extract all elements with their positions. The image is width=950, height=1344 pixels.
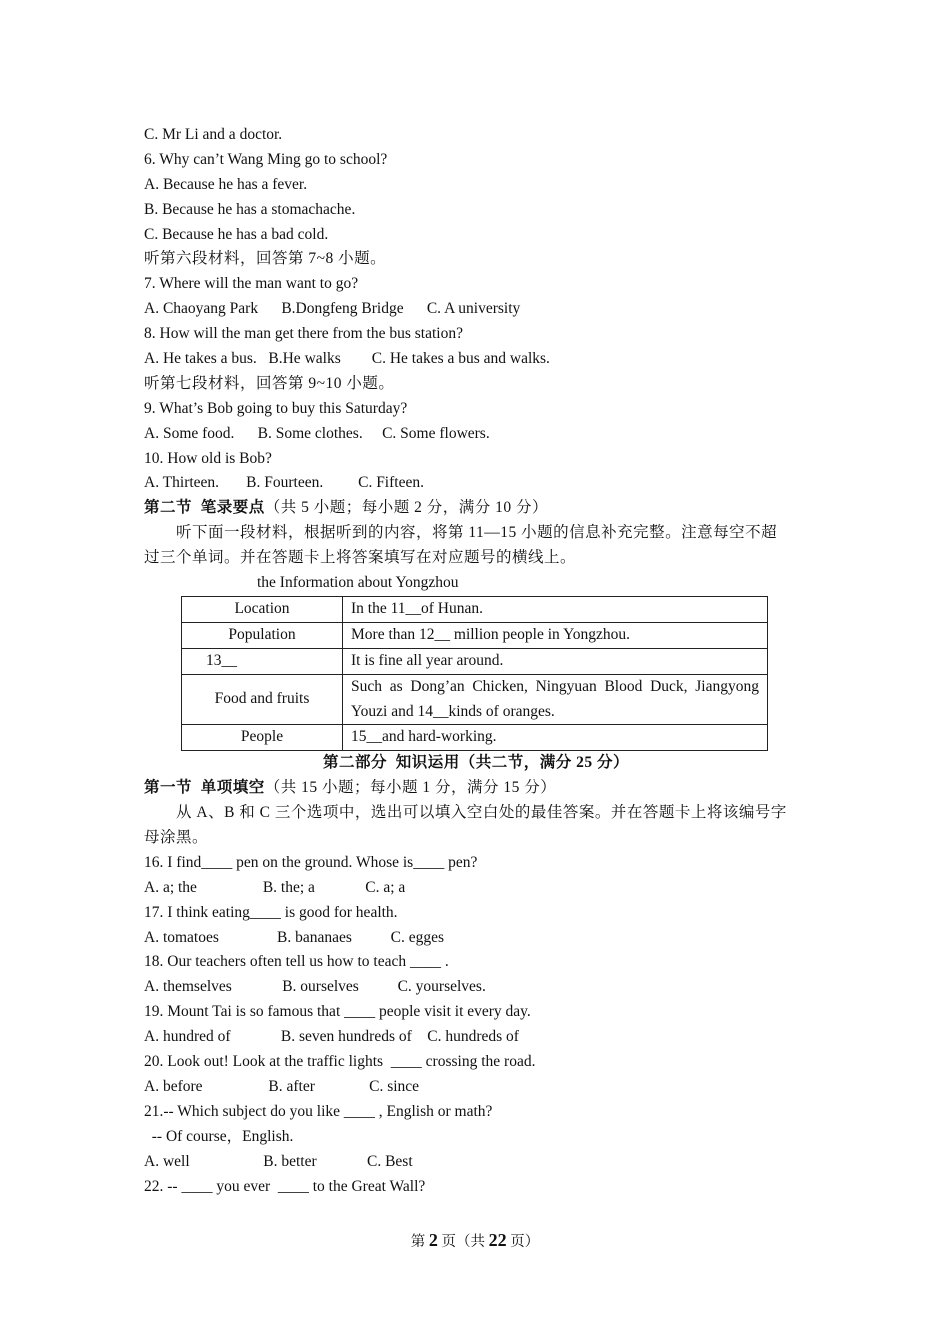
table-label-cell: 13__ [182,648,343,674]
question-line: 17. I think eating____ is good for health. [144,903,398,921]
option-line: A. Because he has a fever. [144,175,308,193]
option-line: A. Chaoyang Park B.Dongfeng Bridge C. A university [144,300,521,318]
text-line: C. Mr Li and a doctor. [144,126,283,143]
table-row [182,674,768,725]
table-row [182,648,768,674]
question-line: 8. How will the man get there from the bus station? [144,325,463,343]
table-value-cell: Such as Dong’an Chicken, Ningyuan Blood Duck, Jiangyong Youzi and 14__kinds of oranges. [343,674,768,725]
option-line: B. Because he has a stomachache. [144,200,356,218]
section-heading [144,776,808,801]
table-row [182,622,768,648]
listening-questions [144,123,808,496]
question-line: 16. I find____ pen on the ground. Whose is____ pen? [144,853,478,871]
page-number: 2 [428,1230,438,1250]
dialogue-line: -- Of course，English. [144,1127,294,1145]
instruction-line: 听下面一段材料，根据听到的内容，将第 11—15 小题的信息补充完整。注意每空不超 [176,524,778,542]
instruction-line: 母涂黑。 [144,829,209,847]
page-total: 22 [488,1230,507,1250]
table-label-cell: Location [182,596,343,622]
table-value-cell: In the 11__of Hunan. [343,596,768,622]
question-line: 22. -- ____ you ever ____ to the Great Wall? [144,1177,426,1195]
table-row [182,725,768,751]
option-line: A. He takes a bus. B.He walks C. He takes a bus and walks. [144,350,550,368]
footer-suffix: 页） [506,1234,540,1250]
footer-prefix: 第 [410,1234,429,1250]
question-line: 19. Mount Tai is so famous that ____ people visit it every day. [144,1003,531,1021]
instruction-line: 从 A、B 和 C 三个选项中，选出可以填入空白处的最佳答案。并在答题卡上将该编号字 [176,804,787,822]
table-value-cell: More than 12__ million people in Yongzhou. [343,622,768,648]
option-line: A. well B. better C. Best [144,1152,413,1170]
table-caption: the Information about Yongzhou [257,574,459,592]
option-line: A. Some food. B. Some clothes. C. Some flowers. [144,424,490,442]
option-line: A. Thirteen. B. Fourteen. C. Fifteen. [144,474,424,492]
table-value-cell: 15__and hard-working. [343,725,768,751]
option-line: A. before B. after C. since [144,1077,420,1095]
section-note: （共 15 小题；每小题 1 分，满分 15 分） [264,779,557,797]
section-note: （共 5 小题；每小题 2 分，满分 10 分） [264,499,549,517]
instruction-line: 过三个单词。并在答题卡上将答案填写在对应题号的横线上。 [144,549,577,567]
question-line: 6. Why can’t Wang Ming go to school? [144,150,388,168]
table-row [182,596,768,622]
option-line: A. a; the B. the; a C. a; a [144,878,406,896]
option-line: C. Because he has a bad cold. [144,225,329,243]
section-title: 第二节 笔录要点 [144,499,265,517]
question-line: 10. How old is Bob? [144,449,272,467]
table-label-cell: Food and fruits [182,674,343,725]
footer-mid: 页（共 [437,1234,489,1250]
instruction-line: 听第七段材料，回答第 9~10 小题。 [144,374,395,392]
table-label-cell: Population [182,622,343,648]
question-line: 9. What’s Bob going to buy this Saturday? [144,399,408,417]
section-heading [144,496,808,521]
part-title: 第二部分 知识运用（共二节，满分 25 分） [322,754,629,772]
option-line: A. hundred of B. seven hundreds of C. hundreds of [144,1028,519,1046]
question-line: 7. Where will the man want to go? [144,275,359,293]
section-title: 第一节 单项填空 [144,779,265,797]
question-line: 21.-- Which subject do you like ____ , English or math? [144,1102,493,1120]
question-line: 18. Our teachers often tell us how to teach ____ . [144,953,449,971]
exam-page [144,123,808,1199]
grammar-questions [144,851,808,1199]
info-table [181,596,768,751]
option-line: A. themselves B. ourselves C. yourselves. [144,978,486,996]
table-value-cell: It is fine all year around. [343,648,768,674]
instruction-line: 听第六段材料，回答第 7~8 小题。 [144,250,387,268]
page-footer [0,1228,950,1254]
option-line: A. tomatoes B. bananaes C. egges [144,928,445,946]
question-line: 20. Look out! Look at the traffic lights ____ crossing the road. [144,1053,536,1071]
table-label-cell: People [182,725,343,751]
